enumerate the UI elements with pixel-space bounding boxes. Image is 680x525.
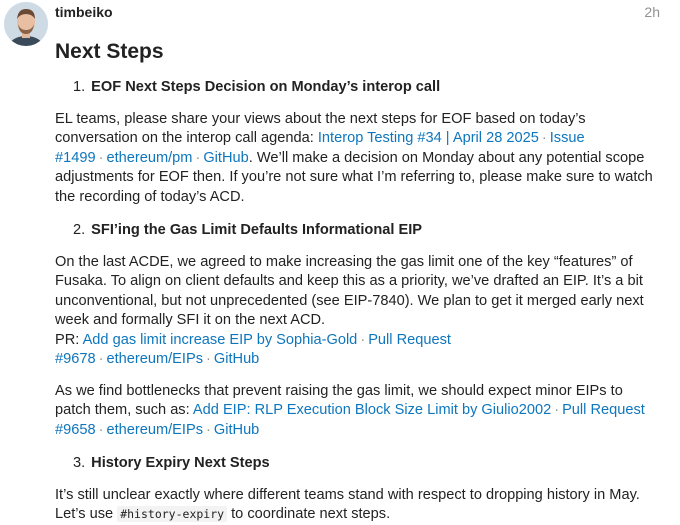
link-pull-request[interactable]: Pull Request #9678 (55, 331, 451, 367)
avatar[interactable] (4, 2, 48, 46)
step-title: SFI’ing the Gas Limit Defaults Informational EIP (91, 222, 423, 238)
link-github[interactable]: GitHub (213, 421, 260, 438)
paragraph-text: On the last ACDE, we agreed to make increasing the gas limit one of the key “features” of Fusaka. To align on client defaults and keep this as a priority, we’ve drafted an EIP. It’s a bit unconventional, but not unprecedented (see EIP-7840). We plan to get it merged early next week and formally SFI it on the next ACD. (55, 253, 644, 328)
step-number: 3. (73, 455, 86, 471)
link-separator: · (554, 402, 560, 418)
link-interop-testing[interactable]: Interop Testing #34 | April 28 2025 (317, 130, 539, 146)
step-number: 2. (73, 222, 86, 238)
step-title: History Expiry Next Steps (91, 455, 270, 471)
step-heading-1 (55, 78, 655, 98)
paragraph-text: . We’ll make a decision on Monday about any potential scope adjustments for EOF then. If you’re not sure what I’m referring to, please make sure to watch the recording of today’s ACD. (55, 149, 653, 205)
post-body (55, 40, 655, 525)
pr-label: PR: (55, 331, 83, 348)
link-github[interactable]: GitHub (203, 149, 249, 166)
paragraph-text: It’s still unclear exactly where different teams stand with respect to dropping history in May. Let’s use (55, 486, 640, 522)
paragraph-text: As we find bottlenecks that prevent raising the gas limit, we should expect minor EIPs to patch them, such as: (55, 382, 623, 418)
paragraph-text: to coordinate next steps. (227, 506, 391, 522)
step-number: 1. (73, 79, 86, 95)
paragraph-text: EL teams, please share your views about the next steps for EOF based on today’s conversation on the interop call agenda: (55, 110, 586, 146)
link-separator: · (98, 149, 104, 166)
link-pull-request[interactable]: Pull Request #9658 (55, 402, 645, 438)
avatar-image (4, 2, 48, 46)
link-separator: · (206, 351, 211, 367)
paragraph-gas-limit (55, 253, 655, 370)
paragraph-eof (55, 110, 655, 208)
link-repo[interactable]: ethereum/EIPs (106, 421, 203, 438)
step-heading-3 (55, 454, 655, 474)
paragraph-history-expiry (55, 486, 655, 525)
link-separator: · (541, 130, 547, 146)
link-separator: · (98, 351, 104, 367)
link-separator: · (195, 149, 201, 166)
step-heading-2 (55, 221, 655, 241)
link-separator: · (206, 421, 211, 438)
step-title: EOF Next Steps Decision on Monday’s interop call (91, 79, 441, 95)
link-pull-request-title[interactable]: Add EIP: RLP Execution Block Size Limit by Giulio2002 (192, 402, 552, 418)
link-separator: · (360, 331, 366, 348)
post-title: Next Steps (55, 40, 164, 63)
link-pull-request-title[interactable]: Add gas limit increase EIP by Sophia-Gold (82, 331, 358, 348)
username[interactable]: timbeiko (55, 4, 113, 20)
channel-code: #history-expiry (117, 506, 227, 522)
link-separator: · (98, 421, 104, 438)
post-time[interactable]: 2h (644, 4, 660, 20)
link-issue[interactable]: Issue #1499 (55, 130, 585, 166)
paragraph-bottlenecks (55, 382, 655, 441)
link-repo[interactable]: ethereum/pm (106, 149, 193, 166)
link-github[interactable]: GitHub (213, 351, 260, 367)
link-repo[interactable]: ethereum/EIPs (106, 351, 203, 367)
